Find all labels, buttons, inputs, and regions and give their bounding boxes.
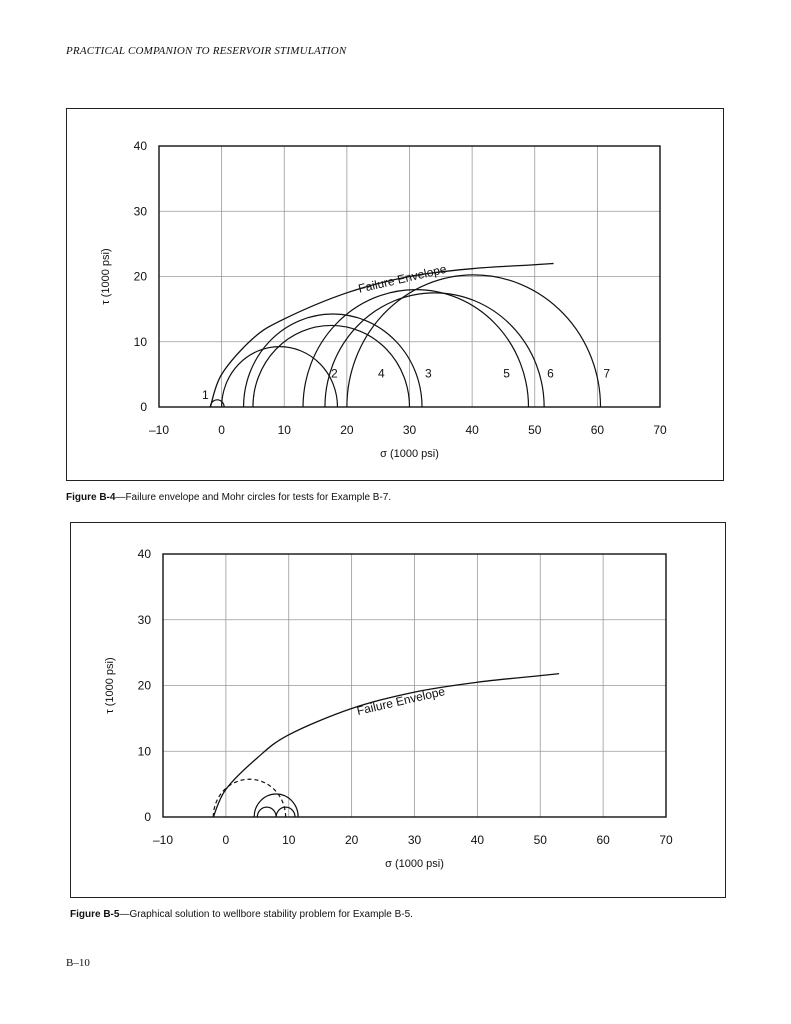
fig-b4-y-axis-label: τ (1000 psi) [100,248,112,305]
fig-b5-ytick-label: 30 [137,612,151,627]
fig-b5-failure-envelope-label: Failure Envelope [355,684,447,719]
page-folio: B–10 [66,957,90,969]
fig-b5-x-axis-label: σ (1000 psi) [385,858,444,870]
fig-b4-xtick-label: 10 [277,423,291,437]
fig-b5-xtick-label: 20 [344,833,359,847]
fig-b4-xtick-label: –10 [148,423,170,437]
fig-b4-mohr-circle-label: 3 [424,366,432,381]
fig-b4-xtick-label: 50 [528,423,542,437]
fig-b5-xtick-label: 0 [222,833,230,847]
fig-b5-ytick-label: 0 [144,810,151,824]
figure-b4-chart [67,109,723,480]
fig-b5-ytick-label: 20 [137,678,151,693]
fig-b4-mohr-circle-label: 1 [201,388,209,403]
figure-b5-caption [70,909,413,920]
fig-b4-xtick-label: 60 [590,423,605,437]
running-head: PRACTICAL COMPANION TO RESERVOIR STIMULATION [66,45,347,57]
fig-b4-ytick-label: 20 [133,269,147,284]
fig-b4-xtick-label: 40 [465,423,479,437]
figure-b4-caption-label: Figure B-4 [66,492,116,503]
fig-b4-ytick-label: 40 [133,139,147,153]
fig-b4-mohr-circle-label: 6 [547,366,554,381]
fig-b4-ytick-label: 30 [133,204,147,219]
fig-b4-xtick-label: 0 [218,423,225,437]
fig-b4-xtick-label: 30 [402,423,417,437]
fig-b4-failure-envelope-label: Failure Envelope [356,261,448,296]
fig-b5-xtick-label: 40 [470,833,485,847]
figure-b4-frame [66,108,724,481]
fig-b4-mohr-circle-label: 5 [503,366,510,381]
fig-b4-mohr-circle-label: 4 [377,366,385,381]
fig-b5-xtick-label: 30 [407,833,422,847]
fig-b5-y-axis-label: τ (1000 psi) [104,657,116,714]
fig-b4-mohr-circle-label: 2 [331,366,338,381]
fig-b4-mohr-circle-5 [303,290,528,407]
figure-b5-chart [71,523,725,897]
fig-b5-mohr-circle-3 [257,807,276,817]
fig-b5-xtick-label: 10 [282,833,296,847]
figure-b5-caption-label: Figure B-5 [70,909,120,920]
figure-b4-caption-text: —Failure envelope and Mohr circles for tests for Example B-7. [115,492,392,503]
fig-b5-xtick-label: 70 [659,833,673,847]
fig-b5-failure-envelope-line [213,674,559,817]
figure-b5-frame [70,522,726,898]
figure-b4-caption [66,492,391,503]
fig-b5-xtick-label: –10 [152,833,174,847]
fig-b4-mohr-circle-label: 7 [603,366,611,381]
fig-b4-xtick-label: 70 [653,423,667,437]
fig-b5-ytick-label: 40 [137,547,151,561]
fig-b4-ytick-label: 0 [140,400,147,414]
fig-b4-ytick-label: 10 [133,334,147,349]
fig-b4-mohr-circle-6 [325,293,544,407]
fig-b5-ytick-label: 10 [137,744,151,759]
figure-b5-caption-text: —Graphical solution to wellbore stability problem for Example B-5. [119,909,413,920]
fig-b4-xtick-label: 20 [340,423,354,437]
fig-b4-x-axis-label: σ (1000 psi) [380,448,439,460]
fig-b5-xtick-label: 50 [533,833,547,847]
fig-b5-xtick-label: 60 [596,833,610,847]
fig-b4-mohr-circle-2 [222,347,338,407]
